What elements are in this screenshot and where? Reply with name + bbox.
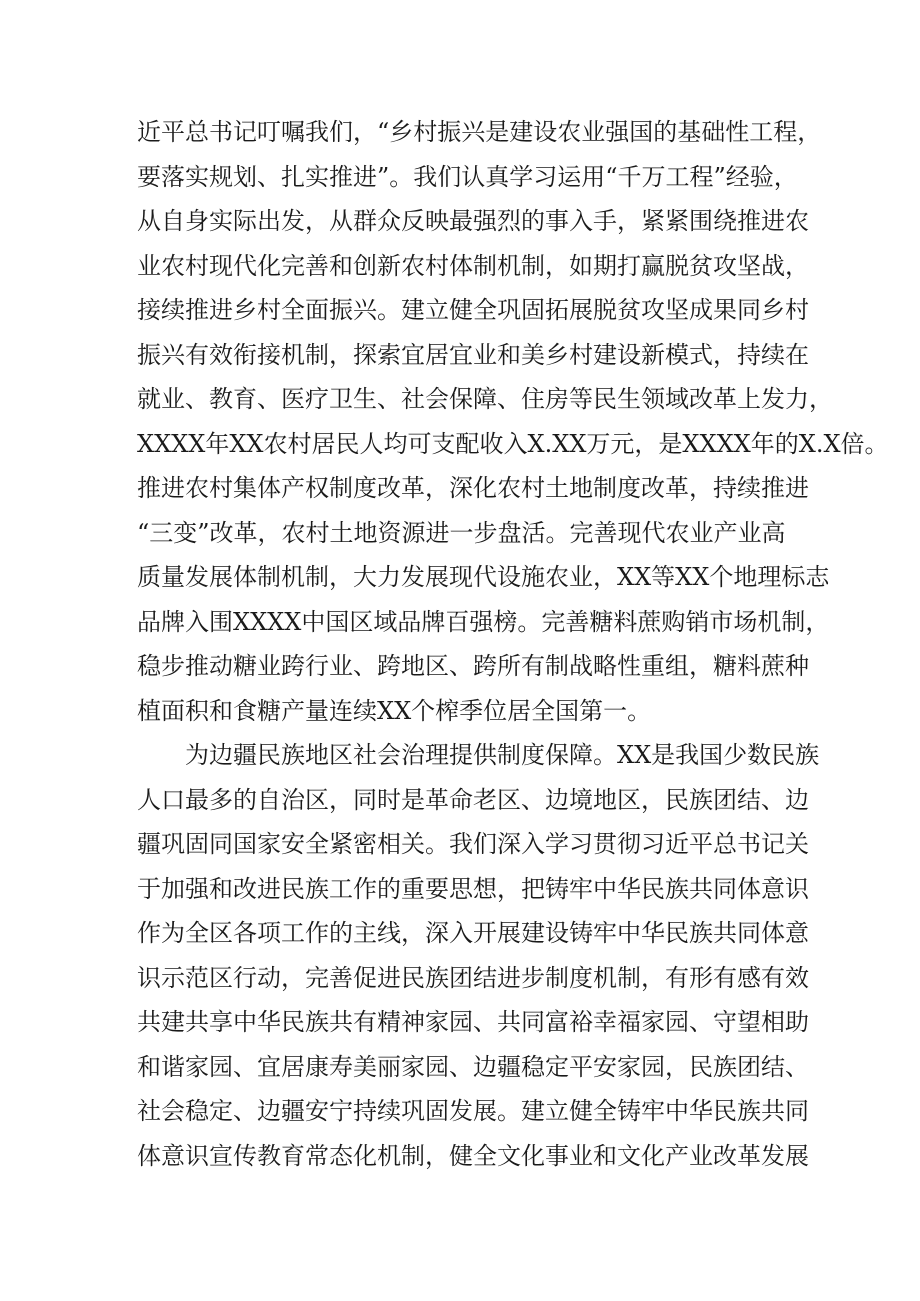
text-line: “三变”改革，农村土地资源进一步盘活。完善现代农业产业高 (137, 518, 786, 547)
text-line: 人口最多的自治区，同时是革命老区、边境地区，民族团结、边 (137, 785, 809, 814)
paragraph-2 (137, 733, 820, 1178)
document-body (137, 110, 889, 1178)
text-line: 从自身实际出发，从群众反映最强烈的事入手，紧紧围绕推进农 (137, 207, 809, 235)
text-line: 为边疆民族地区社会治理提供制度保障。XX是我国少数民族 (185, 741, 820, 769)
text-line: XXXX年XX农村居民人均可支配收入X.XX万元，是XXXX年的X.X倍。 (137, 429, 889, 458)
text-line: 稳步推动糖业跨行业、跨地区、跨所有制战略性重组，糖料蔗种 (137, 652, 809, 680)
text-line: 共建共享中华民族共有精神家园、共同富裕幸福家园、守望相助 (137, 1008, 809, 1036)
text-line: 接续推进乡村全面振兴。建立健全巩固拓展脱贫攻坚成果同乡村 (137, 296, 809, 324)
text-line: 振兴有效衔接机制，探索宜居宜业和美乡村建设新模式，持续在 (137, 340, 809, 369)
text-line: 疆巩固同国家安全紧密相关。我们深入学习贯彻习近平总书记关 (137, 830, 809, 858)
text-line: 体意识宣传教育常态化机制，健全文化事业和文化产业改革发展 (137, 1141, 809, 1170)
text-line: 和谐家园、宜居康寿美丽家园、边疆稳定平安家园，民族团结、 (137, 1052, 809, 1081)
text-line: 推进农村集体产权制度改革，深化农村土地制度改革，持续推进 (137, 474, 809, 502)
text-line: 质量发展体制机制，大力发展现代设施农业，XX等XX个地理标志 (137, 563, 830, 591)
text-line: 社会稳定、边疆安宁持续巩固发展。建立健全铸牢中华民族共同 (137, 1097, 809, 1125)
text-line: 于加强和改进民族工作的重要思想，把铸牢中华民族共同体意识 (137, 874, 809, 903)
text-line: 业农村现代化完善和创新农村体制机制，如期打赢脱贫攻坚战， (137, 251, 809, 280)
text-line: 品牌入围XXXX中国区域品牌百强榜。完善糖料蔗购销市场机制， (137, 607, 830, 636)
text-line: 识示范区行动，完善促进民族团结进步制度机制，有形有感有效 (137, 963, 809, 992)
text-line: 植面积和食糖产量连续XX个榨季位居全国第一。 (137, 696, 652, 725)
text-line: 作为全区各项工作的主线，深入开展建设铸牢中华民族共同体意 (137, 919, 809, 947)
paragraph-1 (137, 110, 889, 733)
text-line: 近平总书记叮嘱我们，“乡村振兴是建设农业强国的基础性工程， (137, 118, 822, 146)
text-line: 要落实规划、扎实推进”。我们认真学习运用“千万工程”经验， (137, 162, 798, 191)
text-line: 就业、教育、医疗卫生、社会保障、住房等民生领域改革上发力， (137, 385, 833, 413)
